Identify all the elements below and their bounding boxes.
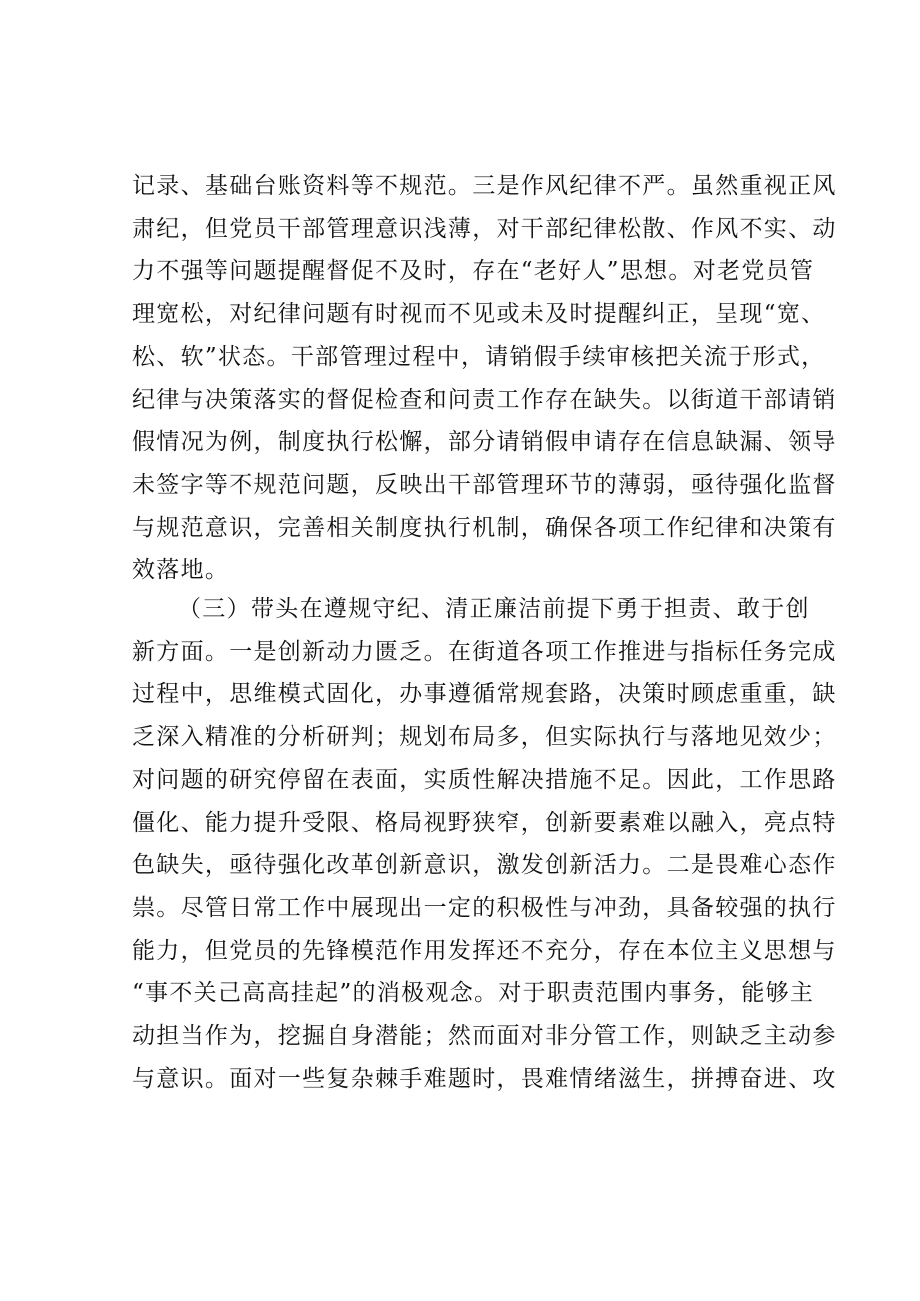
text-line: 记录、基础台账资料等不规范。三是作风纪律不严。虽然重视正风 bbox=[132, 173, 837, 199]
text-line: 祟。尽管日常工作中展现出一定的积极性与冲劲，具备较强的执行 bbox=[132, 894, 837, 921]
text-line: 肃纪，但党员干部管理意识浅薄，对干部纪律松散、作风不实、动 bbox=[132, 215, 837, 242]
text-line: 能力，但党员的先锋模范作用发挥还不充分，存在本位主义思想与 bbox=[132, 937, 837, 964]
text-line: 乏深入精准的分析研判；规划布局多，但实际执行与落地见效少； bbox=[132, 724, 837, 751]
text-line: 效落地。 bbox=[132, 557, 230, 584]
text-line: 理宽松，对纪律问题有时视而不见或未及时提醒纠正，呈现“宽、 bbox=[132, 301, 826, 328]
section-heading-line: （三）带头在遵规守纪、清正廉洁前提下勇于担责、敢于创 bbox=[178, 596, 810, 622]
text-line: 新方面。一是创新动力匮乏。在街道各项工作推进与指标任务完成 bbox=[132, 638, 837, 665]
text-line: 对问题的研究停留在表面，实质性解决措施不足。因此，工作思路 bbox=[132, 766, 837, 793]
text-line: 与规范意识，完善相关制度执行机制，确保各项工作纪律和决策有 bbox=[132, 514, 837, 541]
text-line: 色缺失，亟待强化改革创新意识，激发创新活力。二是畏难心态作 bbox=[132, 852, 837, 879]
paragraph-innovation bbox=[132, 588, 837, 1100]
text-line: 过程中，思维模式固化，办事遵循常规套路，决策时顾虑重重，缺 bbox=[132, 681, 837, 708]
text-line: 未签字等不规范问题，反映出干部管理环节的薄弱，亟待强化监督 bbox=[132, 471, 837, 498]
text-line: “事不关己高高挂起”的消极观念。对于职责范围内事务，能够主 bbox=[132, 980, 815, 1007]
text-line: 僵化、能力提升受限、格局视野狭窄，创新要素难以融入，亮点特 bbox=[132, 809, 837, 836]
text-line: 松、软”状态。干部管理过程中，请销假手续审核把关流于形式， bbox=[132, 343, 826, 370]
text-line: 动担当作为，挖掘自身潜能；然而面对非分管工作，则缺乏主动参 bbox=[132, 1023, 837, 1050]
text-line: 纪律与决策落实的督促检查和问责工作存在缺失。以街道干部请销 bbox=[132, 386, 837, 413]
text-line: 假情况为例，制度执行松懈，部分请销假申请存在信息缺漏、领导 bbox=[132, 429, 837, 456]
paragraph-discipline bbox=[132, 165, 837, 592]
text-line: 与意识。面对一些复杂棘手难题时，畏难情绪滋生，拼搏奋进、攻 bbox=[132, 1065, 837, 1092]
text-line: 力不强等问题提醒督促不及时，存在“老好人”思想。对老党员管 bbox=[132, 258, 815, 285]
